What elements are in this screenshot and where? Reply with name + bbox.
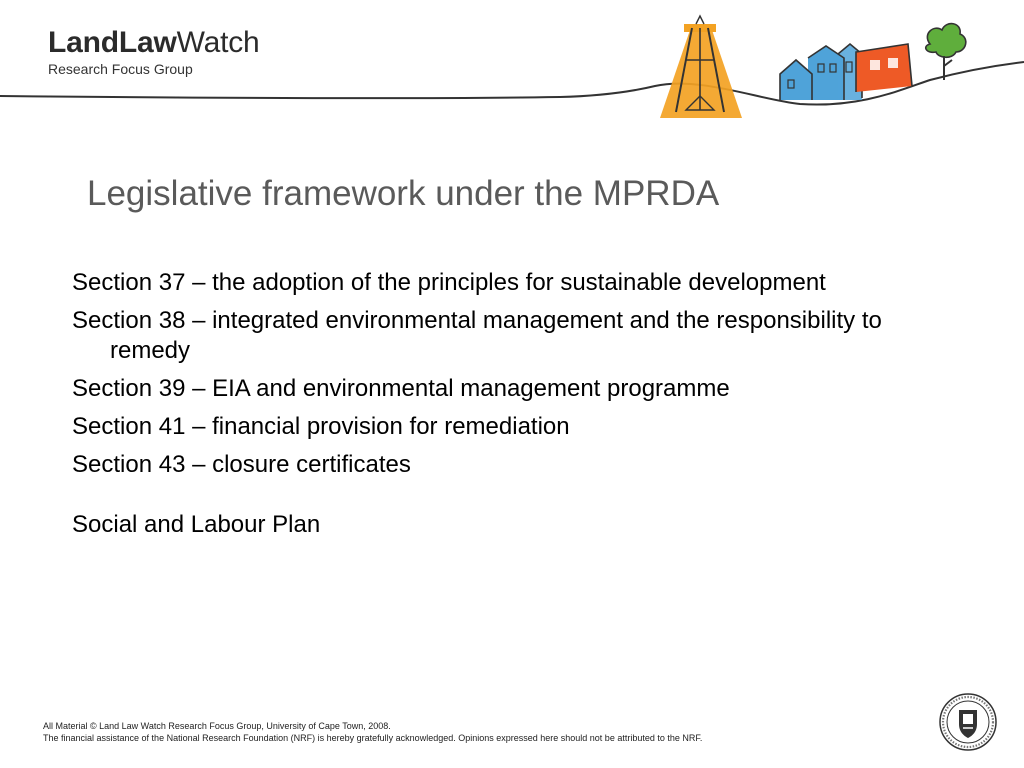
list-item: Social and Labour Plan (72, 511, 321, 538)
mine-headframe-icon (660, 16, 742, 118)
footer-line: The financial assistance of the National Research Foundation (NRF) is hereby gratefully acknowledged. Opinions expressed here should not be attributed to the NRF. (43, 733, 703, 743)
list-item: Section 39 – EIA and environmental management programme (72, 375, 730, 402)
slide-bullet-list (72, 268, 952, 548)
list-item: Section 43 – closure certificates (72, 451, 411, 478)
logo-name-light: Watch (176, 26, 260, 59)
logo-name-bold: LandLaw (48, 26, 177, 59)
university-seal-icon (938, 692, 998, 752)
blue-houses-icon (780, 44, 862, 100)
slide-title: Legislative framework under the MPRDA (87, 174, 720, 213)
list-item: Section 38 – integrated environmental management and the responsibility to remedy (72, 307, 882, 364)
orange-house-icon (856, 44, 912, 92)
list-item: Section 41 – financial provision for remediation (72, 413, 570, 440)
footer-copyright (43, 720, 702, 744)
logo-subtitle: Research Focus Group (48, 61, 193, 77)
tree-icon (926, 24, 966, 80)
footer-line: All Material © Land Law Watch Research Focus Group, University of Cape Town, 2008. (43, 721, 391, 731)
list-item: Section 37 – the adoption of the principles for sustainable development (72, 269, 826, 296)
header-art (0, 0, 1024, 130)
